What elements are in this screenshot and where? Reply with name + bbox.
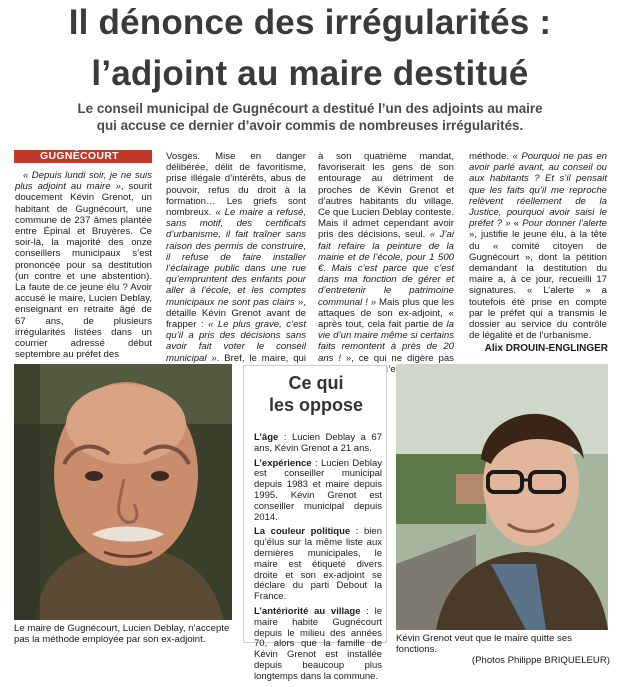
article-text-run: , ce qui ne digère pas c’est [351,352,454,375]
deputy-photo [396,364,608,630]
lede-line-1: Le conseil municipal de Gugnécourt a destitué l’un des adjoints au maire [77,101,543,116]
article-text-run: « Le plus grave, c’est qu’il a pris des décisions sans avoir fait voter le conseil municipal » [166,319,306,364]
sidebar-title [244,372,388,416]
mayor-photo [14,364,232,620]
article-column-3 [318,151,454,375]
section-tag: GUGNÉCOURT [14,150,152,163]
sidebar-item-text: : bien qu’élus sur la même liste aux dernières municipales, le maire est étiqueté divers droite et son ex-adjoint se déclare du parti Debout la France. [254,526,382,603]
mayor-portrait-illustration [14,364,232,620]
article-text-run: à son quatrième mandat, favoriserait les gens de son entourage au détriment de proches de Kévin Grenot et d’autres habitants du village. Ce que Lucien Deblay conteste. Mais il admet cependant avoir pris des décisions, seul. [318,151,454,241]
sidebar-box [243,365,387,682]
article-text-run: « Depuis lundi soir, je ne suis plus adjoint au maire » [15,170,152,193]
article-text-run: « [510,218,523,230]
caption-right-text: Kévin Grenot veut que le maire quitte ses fonctions. [396,633,572,656]
article-text-run: méthode. [469,151,513,162]
byline: Alix DROUIN-ENGLINGER [484,343,608,354]
article-column-4 [469,151,607,341]
article-text-run: « Le maire a refusé, sans motif, des certificats d’urbanisme, il fait traîner sans raison des permis de construire, il refuse de faire installer l’éclairage public dans une rue qu’empruntent des enfants pour aller à l’école, et les comptes municipaux ne sont pas clairs » [166,207,306,308]
sidebar-item-text: : le maire habite Gugnécourt depuis le milieu des années 70, alors que la famille de Kévin Grenot est installée depuis beaucoup plus longtemps dans la commune. [254,605,382,682]
article-text-run: Pour donner l’alerte [522,218,607,230]
headline-line-2: l’adjoint au maire destitué [91,54,529,93]
sidebar-body [254,433,382,687]
sidebar-item-label: L’expérience [254,457,312,469]
lede-line-2: qui accuse ce dernier d’avoir commis de nombreuses irrégularités. [96,118,524,133]
sidebar-item [254,459,382,524]
article-text-run: « J’ai fait refaire la peinture de la mairie et de l’école, pour 1 500 €. Mais c’est parce que c’est dans ma fonction de gérer et d’entretenir le patrimoine communal ! » [318,229,454,308]
sidebar-item [254,433,382,455]
article-text-run: Vosges. Mise en danger délibérée, délit de favoritisme, prise illégale d’intérêts, abus de pouvoir, refus du droit à la formation… Les griefs sont nombreux. [166,151,306,219]
article-column-1 [15,170,152,360]
sidebar-title-line-1: Ce qui [288,373,344,393]
article-text-run: « Pourquoi ne pas en avoir parlé avant, au conseil ou aux habitants ? Et s’il pensait que les faits qu’il me reproche relèvent réellement de la Justice, pourquoi avoir saisi le préfet ? » [469,151,607,230]
sidebar-item-text: : Lucien Deblay a 67 ans, Kévin Grenot a 21 ans. [254,432,382,454]
sidebar-item-label: L’antériorité au village [254,605,361,617]
article-text-run: Mais plus que les attaques de son ex-adjoint, « après tout, cela fait partie de [318,296,454,331]
deputy-portrait-illustration [396,364,608,630]
article-column-2 [166,151,306,375]
article-text-run: la vie d’un maire même si certains faits remontent à près de 20 ans ! » [318,319,454,364]
article-text-run: , sourit doucement Kévin Grenot, un habitant de Gugnécourt, une commune de 237 âmes plantée entre Épinal et Bruyères. Ce soir-là, la majorité des onze conseillers municipaux s’est prononcée pour sa destitution (un contre et une abstention). La faute de ce jeune élu ? Avoir accusé le maire, Lucien Deblay, enseignant en retraite âgé de 67 ans, de plusieurs irrégularités listées dans un courrier adressé début septembre au préfet des [15,181,153,361]
sidebar-item-label: L’âge [254,432,279,443]
sidebar-item [254,607,382,683]
caption-right [396,633,610,667]
headline-line-1: Il dénonce des irrégularités : [68,3,552,42]
lede [20,100,600,134]
caption-left: Le maire de Gugnécourt, Lucien Deblay, n’accepte pas la méthode employée par son ex-adjoint. [14,623,230,646]
sidebar-title-line-2: les oppose [268,395,364,415]
article-text-run: , détaille Kévin Grenot avant de frapper : [166,296,306,331]
sidebar-item-label: La couleur politique [254,526,351,538]
article-text-run: », justifie le jeune élu, à la tête du « comité citoyen de Gugnécourt », dont la pétition demandant la destitution du maire a, à ce jour, recueilli 17 signatures. « L’alerte » a toutefois été prise en compte par le préfet qui a transmis le dossier au service du contrôle de légalité et de l’urbanisme. [469,229,607,342]
article-text-run: . Bref, le maire, qui [216,352,306,364]
sidebar-item [254,527,382,603]
sidebar-item-text: : Lucien Deblay est conseiller municipal depuis 1983 et maire depuis 1995. Kévin Grenot est conseiller municipal depuis 2014. [254,457,382,523]
photo-credit: (Photos Philippe BRIQUELEUR) [471,655,610,667]
